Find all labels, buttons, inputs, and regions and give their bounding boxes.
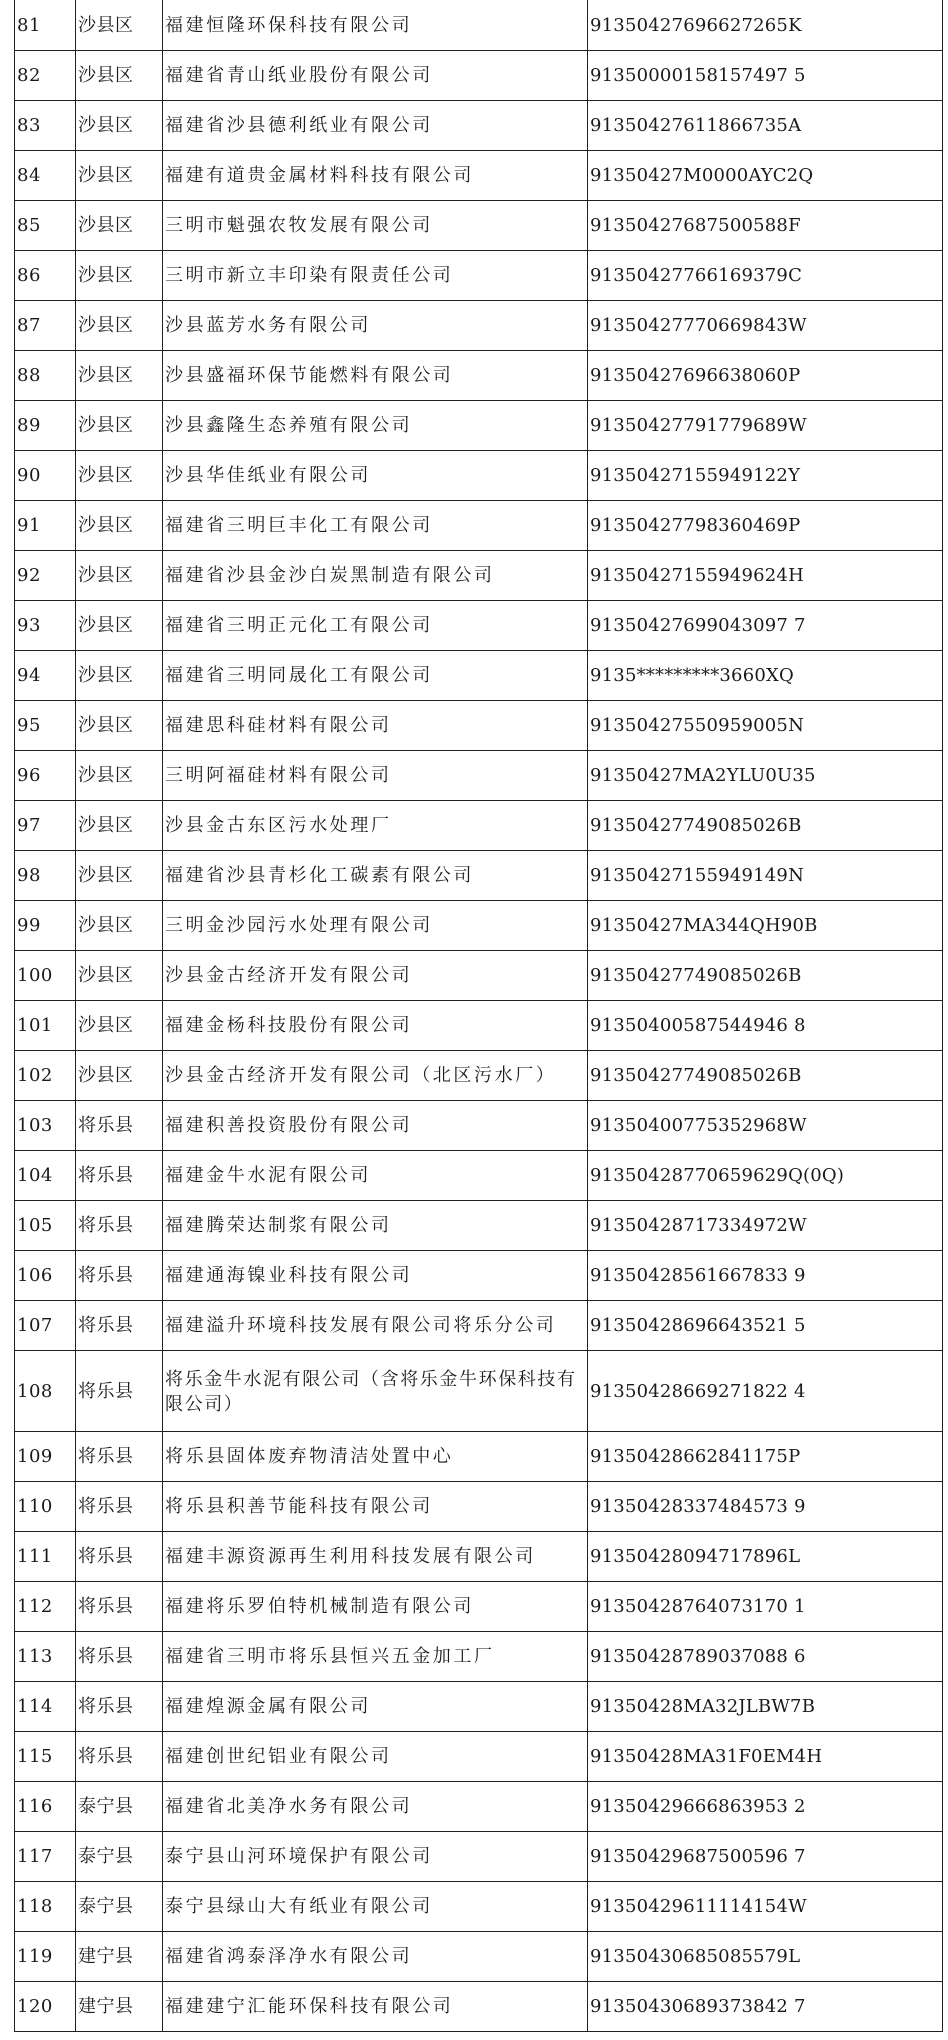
company-name-cell: 福建省三明市将乐县恒兴五金加工厂 — [163, 1632, 588, 1682]
table-row — [15, 1782, 943, 1832]
company-name-cell: 福建金牛水泥有限公司 — [163, 1151, 588, 1201]
district-cell: 沙县区 — [76, 1001, 163, 1051]
row-number-cell: 96 — [15, 751, 76, 801]
company-name-cell: 福建省青山纸业股份有限公司 — [163, 51, 588, 101]
company-name-cell: 福建将乐罗伯特机械制造有限公司 — [163, 1582, 588, 1632]
credit-code-cell: 91350428770659629Q(0Q) — [588, 1151, 943, 1201]
company-name-cell: 三明阿福硅材料有限公司 — [163, 751, 588, 801]
table-row — [15, 351, 943, 401]
row-number-cell: 92 — [15, 551, 76, 601]
row-number-cell: 114 — [15, 1682, 76, 1732]
company-name-cell: 沙县金古东区污水处理厂 — [163, 801, 588, 851]
company-name-cell: 福建省沙县金沙白炭黑制造有限公司 — [163, 551, 588, 601]
company-name-cell: 福建丰源资源再生利用科技发展有限公司 — [163, 1532, 588, 1582]
company-name-cell: 福建省三明同晟化工有限公司 — [163, 651, 588, 701]
district-cell: 将乐县 — [76, 1582, 163, 1632]
row-number-cell: 116 — [15, 1782, 76, 1832]
district-cell: 泰宁县 — [76, 1832, 163, 1882]
table-row — [15, 1432, 943, 1482]
table-row — [15, 901, 943, 951]
row-number-cell: 89 — [15, 401, 76, 451]
credit-code-cell: 91350429666863953 2 — [588, 1782, 943, 1832]
district-cell: 将乐县 — [76, 1432, 163, 1482]
table-row — [15, 301, 943, 351]
row-number-cell: 85 — [15, 201, 76, 251]
company-name-cell: 福建省三明巨丰化工有限公司 — [163, 501, 588, 551]
company-name-cell: 沙县金古经济开发有限公司（北区污水厂） — [163, 1051, 588, 1101]
credit-code-cell: 91350428669271822 4 — [588, 1351, 943, 1432]
credit-code-cell: 91350427749085026B — [588, 951, 943, 1001]
credit-code-cell: 91350427766169379C — [588, 251, 943, 301]
district-cell: 沙县区 — [76, 851, 163, 901]
row-number-cell: 115 — [15, 1732, 76, 1782]
credit-code-cell: 91350428337484573 9 — [588, 1482, 943, 1532]
table-row — [15, 1832, 943, 1882]
row-number-cell: 90 — [15, 451, 76, 501]
credit-code-cell: 91350428662841175P — [588, 1432, 943, 1482]
company-name-cell: 福建省沙县德利纸业有限公司 — [163, 101, 588, 151]
row-number-cell: 113 — [15, 1632, 76, 1682]
table-row — [15, 1201, 943, 1251]
district-cell: 沙县区 — [76, 301, 163, 351]
company-name-cell: 三明市魁强农牧发展有限公司 — [163, 201, 588, 251]
credit-code-cell: 91350429687500596 7 — [588, 1832, 943, 1882]
row-number-cell: 91 — [15, 501, 76, 551]
row-number-cell: 101 — [15, 1001, 76, 1051]
district-cell: 沙县区 — [76, 401, 163, 451]
table-row — [15, 551, 943, 601]
company-name-cell: 福建恒隆环保科技有限公司 — [163, 1, 588, 51]
district-cell: 将乐县 — [76, 1532, 163, 1582]
district-cell: 沙县区 — [76, 801, 163, 851]
row-number-cell: 107 — [15, 1301, 76, 1351]
credit-code-cell: 91350400587544946 8 — [588, 1001, 943, 1051]
row-number-cell: 104 — [15, 1151, 76, 1201]
row-number-cell: 118 — [15, 1882, 76, 1932]
district-cell: 建宁县 — [76, 1932, 163, 1982]
row-number-cell: 99 — [15, 901, 76, 951]
company-name-cell: 福建溢升环境科技发展有限公司将乐分公司 — [163, 1301, 588, 1351]
company-name-cell: 泰宁县绿山大有纸业有限公司 — [163, 1882, 588, 1932]
credit-code-cell: 91350427696627265K — [588, 1, 943, 51]
table-row — [15, 1051, 943, 1101]
district-cell: 将乐县 — [76, 1151, 163, 1201]
district-cell: 将乐县 — [76, 1682, 163, 1732]
row-number-cell: 105 — [15, 1201, 76, 1251]
district-cell: 将乐县 — [76, 1251, 163, 1301]
credit-code-cell: 91350429611114154W — [588, 1882, 943, 1932]
company-name-cell: 福建思科硅材料有限公司 — [163, 701, 588, 751]
row-number-cell: 95 — [15, 701, 76, 751]
credit-code-cell: 91350428MA32JLBW7B — [588, 1682, 943, 1732]
credit-code-cell: 91350427770669843W — [588, 301, 943, 351]
enterprise-table — [14, 0, 943, 2032]
credit-code-cell: 91350427155949149N — [588, 851, 943, 901]
credit-code-cell: 91350427749085026B — [588, 801, 943, 851]
company-name-cell: 福建省沙县青杉化工碳素有限公司 — [163, 851, 588, 901]
table-row — [15, 51, 943, 101]
table-row — [15, 1932, 943, 1982]
district-cell: 沙县区 — [76, 201, 163, 251]
row-number-cell: 94 — [15, 651, 76, 701]
enterprise-table-body — [15, 1, 943, 2032]
row-number-cell: 110 — [15, 1482, 76, 1532]
company-name-cell: 福建省北美净水务有限公司 — [163, 1782, 588, 1832]
company-name-cell: 三明金沙园污水处理有限公司 — [163, 901, 588, 951]
table-row — [15, 151, 943, 201]
credit-code-cell: 9135*********3660XQ — [588, 651, 943, 701]
row-number-cell: 88 — [15, 351, 76, 401]
table-row — [15, 701, 943, 751]
company-name-cell: 沙县金古经济开发有限公司 — [163, 951, 588, 1001]
table-row — [15, 401, 943, 451]
row-number-cell: 119 — [15, 1932, 76, 1982]
district-cell: 建宁县 — [76, 1982, 163, 2032]
district-cell: 沙县区 — [76, 751, 163, 801]
district-cell: 将乐县 — [76, 1482, 163, 1532]
table-row — [15, 1001, 943, 1051]
district-cell: 沙县区 — [76, 151, 163, 201]
row-number-cell: 106 — [15, 1251, 76, 1301]
district-cell: 将乐县 — [76, 1732, 163, 1782]
row-number-cell: 120 — [15, 1982, 76, 2032]
credit-code-cell: 91350427M0000AYC2Q — [588, 151, 943, 201]
credit-code-cell: 91350428MA31F0EM4H — [588, 1732, 943, 1782]
table-row — [15, 1982, 943, 2032]
credit-code-cell: 91350428717334972W — [588, 1201, 943, 1251]
district-cell: 沙县区 — [76, 901, 163, 951]
credit-code-cell: 91350427798360469P — [588, 501, 943, 551]
district-cell: 泰宁县 — [76, 1782, 163, 1832]
row-number-cell: 102 — [15, 1051, 76, 1101]
table-row — [15, 201, 943, 251]
credit-code-cell: 91350427696638060P — [588, 351, 943, 401]
credit-code-cell: 91350428696643521 5 — [588, 1301, 943, 1351]
company-name-cell: 福建建宁汇能环保科技有限公司 — [163, 1982, 588, 2032]
table-row — [15, 951, 943, 1001]
district-cell: 沙县区 — [76, 701, 163, 751]
credit-code-cell: 91350427550959005N — [588, 701, 943, 751]
row-number-cell: 117 — [15, 1832, 76, 1882]
table-row — [15, 251, 943, 301]
credit-code-cell: 91350400775352968W — [588, 1101, 943, 1151]
row-number-cell: 86 — [15, 251, 76, 301]
table-row — [15, 1351, 943, 1432]
row-number-cell: 87 — [15, 301, 76, 351]
row-number-cell: 108 — [15, 1351, 76, 1432]
company-name-cell: 将乐县积善节能科技有限公司 — [163, 1482, 588, 1532]
table-row — [15, 1, 943, 51]
company-name-cell: 沙县蓝芳水务有限公司 — [163, 301, 588, 351]
credit-code-cell: 91350430689373842 7 — [588, 1982, 943, 2032]
table-row — [15, 1882, 943, 1932]
table-row — [15, 1151, 943, 1201]
company-name-cell: 福建省三明正元化工有限公司 — [163, 601, 588, 651]
district-cell: 沙县区 — [76, 951, 163, 1001]
district-cell: 沙县区 — [76, 351, 163, 401]
company-name-cell: 福建煌源金属有限公司 — [163, 1682, 588, 1732]
table-row — [15, 1582, 943, 1632]
table-row — [15, 101, 943, 151]
table-row — [15, 601, 943, 651]
row-number-cell: 98 — [15, 851, 76, 901]
row-number-cell: 103 — [15, 1101, 76, 1151]
table-row — [15, 851, 943, 901]
credit-code-cell: 91350427749085026B — [588, 1051, 943, 1101]
table-row — [15, 1482, 943, 1532]
company-name-cell: 沙县华佳纸业有限公司 — [163, 451, 588, 501]
district-cell: 将乐县 — [76, 1632, 163, 1682]
row-number-cell: 81 — [15, 1, 76, 51]
company-name-cell: 福建积善投资股份有限公司 — [163, 1101, 588, 1151]
row-number-cell: 111 — [15, 1532, 76, 1582]
table-row — [15, 801, 943, 851]
credit-code-cell: 91350000158157497 5 — [588, 51, 943, 101]
district-cell: 将乐县 — [76, 1101, 163, 1151]
credit-code-cell: 91350427155949624H — [588, 551, 943, 601]
row-number-cell: 97 — [15, 801, 76, 851]
district-cell: 沙县区 — [76, 251, 163, 301]
company-name-cell: 将乐县固体废弃物清洁处置中心 — [163, 1432, 588, 1482]
district-cell: 沙县区 — [76, 651, 163, 701]
district-cell: 沙县区 — [76, 101, 163, 151]
credit-code-cell: 91350428764073170 1 — [588, 1582, 943, 1632]
table-row — [15, 1251, 943, 1301]
table-row — [15, 751, 943, 801]
table-row — [15, 1101, 943, 1151]
credit-code-cell: 91350428561667833 9 — [588, 1251, 943, 1301]
company-name-cell: 福建省鸿泰泽净水有限公司 — [163, 1932, 588, 1982]
credit-code-cell: 91350427MA2YLU0U35 — [588, 751, 943, 801]
row-number-cell: 100 — [15, 951, 76, 1001]
table-row — [15, 1301, 943, 1351]
district-cell: 沙县区 — [76, 1051, 163, 1101]
company-name-cell: 泰宁县山河环境保护有限公司 — [163, 1832, 588, 1882]
district-cell: 沙县区 — [76, 1, 163, 51]
row-number-cell: 112 — [15, 1582, 76, 1632]
company-name-cell: 福建腾荣达制浆有限公司 — [163, 1201, 588, 1251]
company-name-cell: 福建有道贵金属材料科技有限公司 — [163, 151, 588, 201]
company-name-cell: 福建金杨科技股份有限公司 — [163, 1001, 588, 1051]
table-row — [15, 651, 943, 701]
company-name-cell: 福建创世纪铝业有限公司 — [163, 1732, 588, 1782]
row-number-cell: 109 — [15, 1432, 76, 1482]
row-number-cell: 83 — [15, 101, 76, 151]
district-cell: 将乐县 — [76, 1351, 163, 1432]
row-number-cell: 93 — [15, 601, 76, 651]
row-number-cell: 84 — [15, 151, 76, 201]
table-row — [15, 1632, 943, 1682]
company-name-cell: 福建通海镍业科技有限公司 — [163, 1251, 588, 1301]
company-name-cell: 三明市新立丰印染有限责任公司 — [163, 251, 588, 301]
district-cell: 沙县区 — [76, 51, 163, 101]
district-cell: 沙县区 — [76, 501, 163, 551]
company-name-cell: 沙县鑫隆生态养殖有限公司 — [163, 401, 588, 451]
district-cell: 将乐县 — [76, 1301, 163, 1351]
district-cell: 将乐县 — [76, 1201, 163, 1251]
credit-code-cell: 91350427791779689W — [588, 401, 943, 451]
row-number-cell: 82 — [15, 51, 76, 101]
credit-code-cell: 91350427687500588F — [588, 201, 943, 251]
credit-code-cell: 91350427699043097 7 — [588, 601, 943, 651]
district-cell: 沙县区 — [76, 551, 163, 601]
district-cell: 沙县区 — [76, 451, 163, 501]
credit-code-cell: 91350428789037088 6 — [588, 1632, 943, 1682]
credit-code-cell: 91350428094717896L — [588, 1532, 943, 1582]
table-row — [15, 451, 943, 501]
credit-code-cell: 91350430685085579L — [588, 1932, 943, 1982]
table-row — [15, 1732, 943, 1782]
table-row — [15, 501, 943, 551]
credit-code-cell: 91350427611866735A — [588, 101, 943, 151]
company-name-cell: 将乐金牛水泥有限公司（含将乐金牛环保科技有限公司） — [163, 1351, 588, 1432]
district-cell: 沙县区 — [76, 601, 163, 651]
credit-code-cell: 91350427MA344QH90B — [588, 901, 943, 951]
credit-code-cell: 91350427155949122Y — [588, 451, 943, 501]
table-row — [15, 1532, 943, 1582]
table-row — [15, 1682, 943, 1732]
company-name-cell: 沙县盛福环保节能燃料有限公司 — [163, 351, 588, 401]
district-cell: 泰宁县 — [76, 1882, 163, 1932]
